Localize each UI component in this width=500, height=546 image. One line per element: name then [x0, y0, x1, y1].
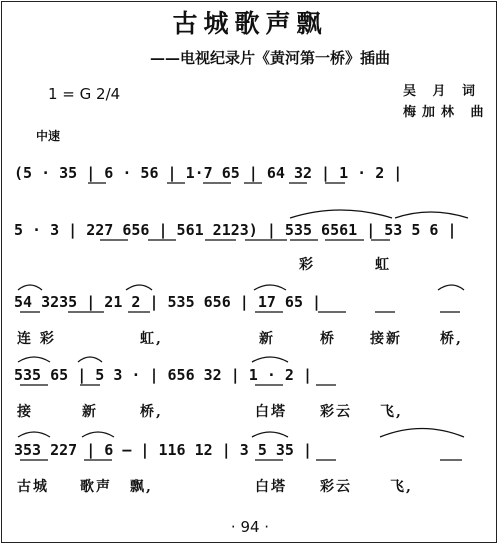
- notation-line-2: 5 · 3 | 227 656 | 561 2123) | 535 6561 | 53 5 6 |: [14, 221, 457, 239]
- notation-line-1: (5 · 35 | 6 · 56 | 1·7 65 | 64 32 | 1 · 2 |: [14, 164, 403, 182]
- lyric-word: 新: [82, 404, 98, 420]
- lyric-word: 桥,: [440, 331, 463, 347]
- lyric-word: 接新: [370, 331, 402, 347]
- lyric-word: 彩: [299, 257, 315, 273]
- page-number: · 94 ·: [230, 518, 270, 536]
- lyric-word: 虹,: [140, 331, 163, 347]
- lyric-word: 桥: [320, 331, 336, 347]
- lyric-word: 飘,: [130, 479, 153, 495]
- lyricist-credit: 吴 月 词: [403, 84, 482, 99]
- lyric-word: 飞,: [390, 479, 413, 495]
- key-signature: 1 = G 2/4: [48, 85, 121, 103]
- lyric-word: 白塔: [255, 404, 287, 420]
- tempo-marking: 中速: [36, 129, 61, 143]
- lyric-word: 连 彩: [17, 331, 56, 347]
- lyric-word: 歌声: [80, 479, 112, 495]
- lyric-word: 白塔: [255, 479, 287, 495]
- lyric-word: 桥,: [140, 404, 163, 420]
- composer-credit: 梅加林 曲: [403, 105, 490, 120]
- lyric-word: 古城: [17, 479, 49, 495]
- song-title: 古城歌声飘: [172, 9, 328, 38]
- lyric-word: 彩云: [320, 404, 352, 420]
- notation-line-5: 353 227 | 6 — | 116 12 | 3 5 35 |: [14, 441, 313, 459]
- song-subtitle: ——电视纪录片《黄河第一桥》插曲: [149, 49, 390, 67]
- lyric-word: 飞,: [380, 404, 403, 420]
- lyric-word: 虹: [375, 257, 391, 273]
- notation-line-4: 535 65 | 5 3 · | 656 32 | 1 · 2 |: [14, 366, 313, 384]
- lyric-word: 新: [259, 331, 275, 347]
- lyric-word: 彩云: [320, 479, 352, 495]
- notation-line-3: 54 3235 | 21 2 | 535 656 | 17 65 |: [14, 293, 322, 311]
- lyric-word: 接: [17, 404, 33, 420]
